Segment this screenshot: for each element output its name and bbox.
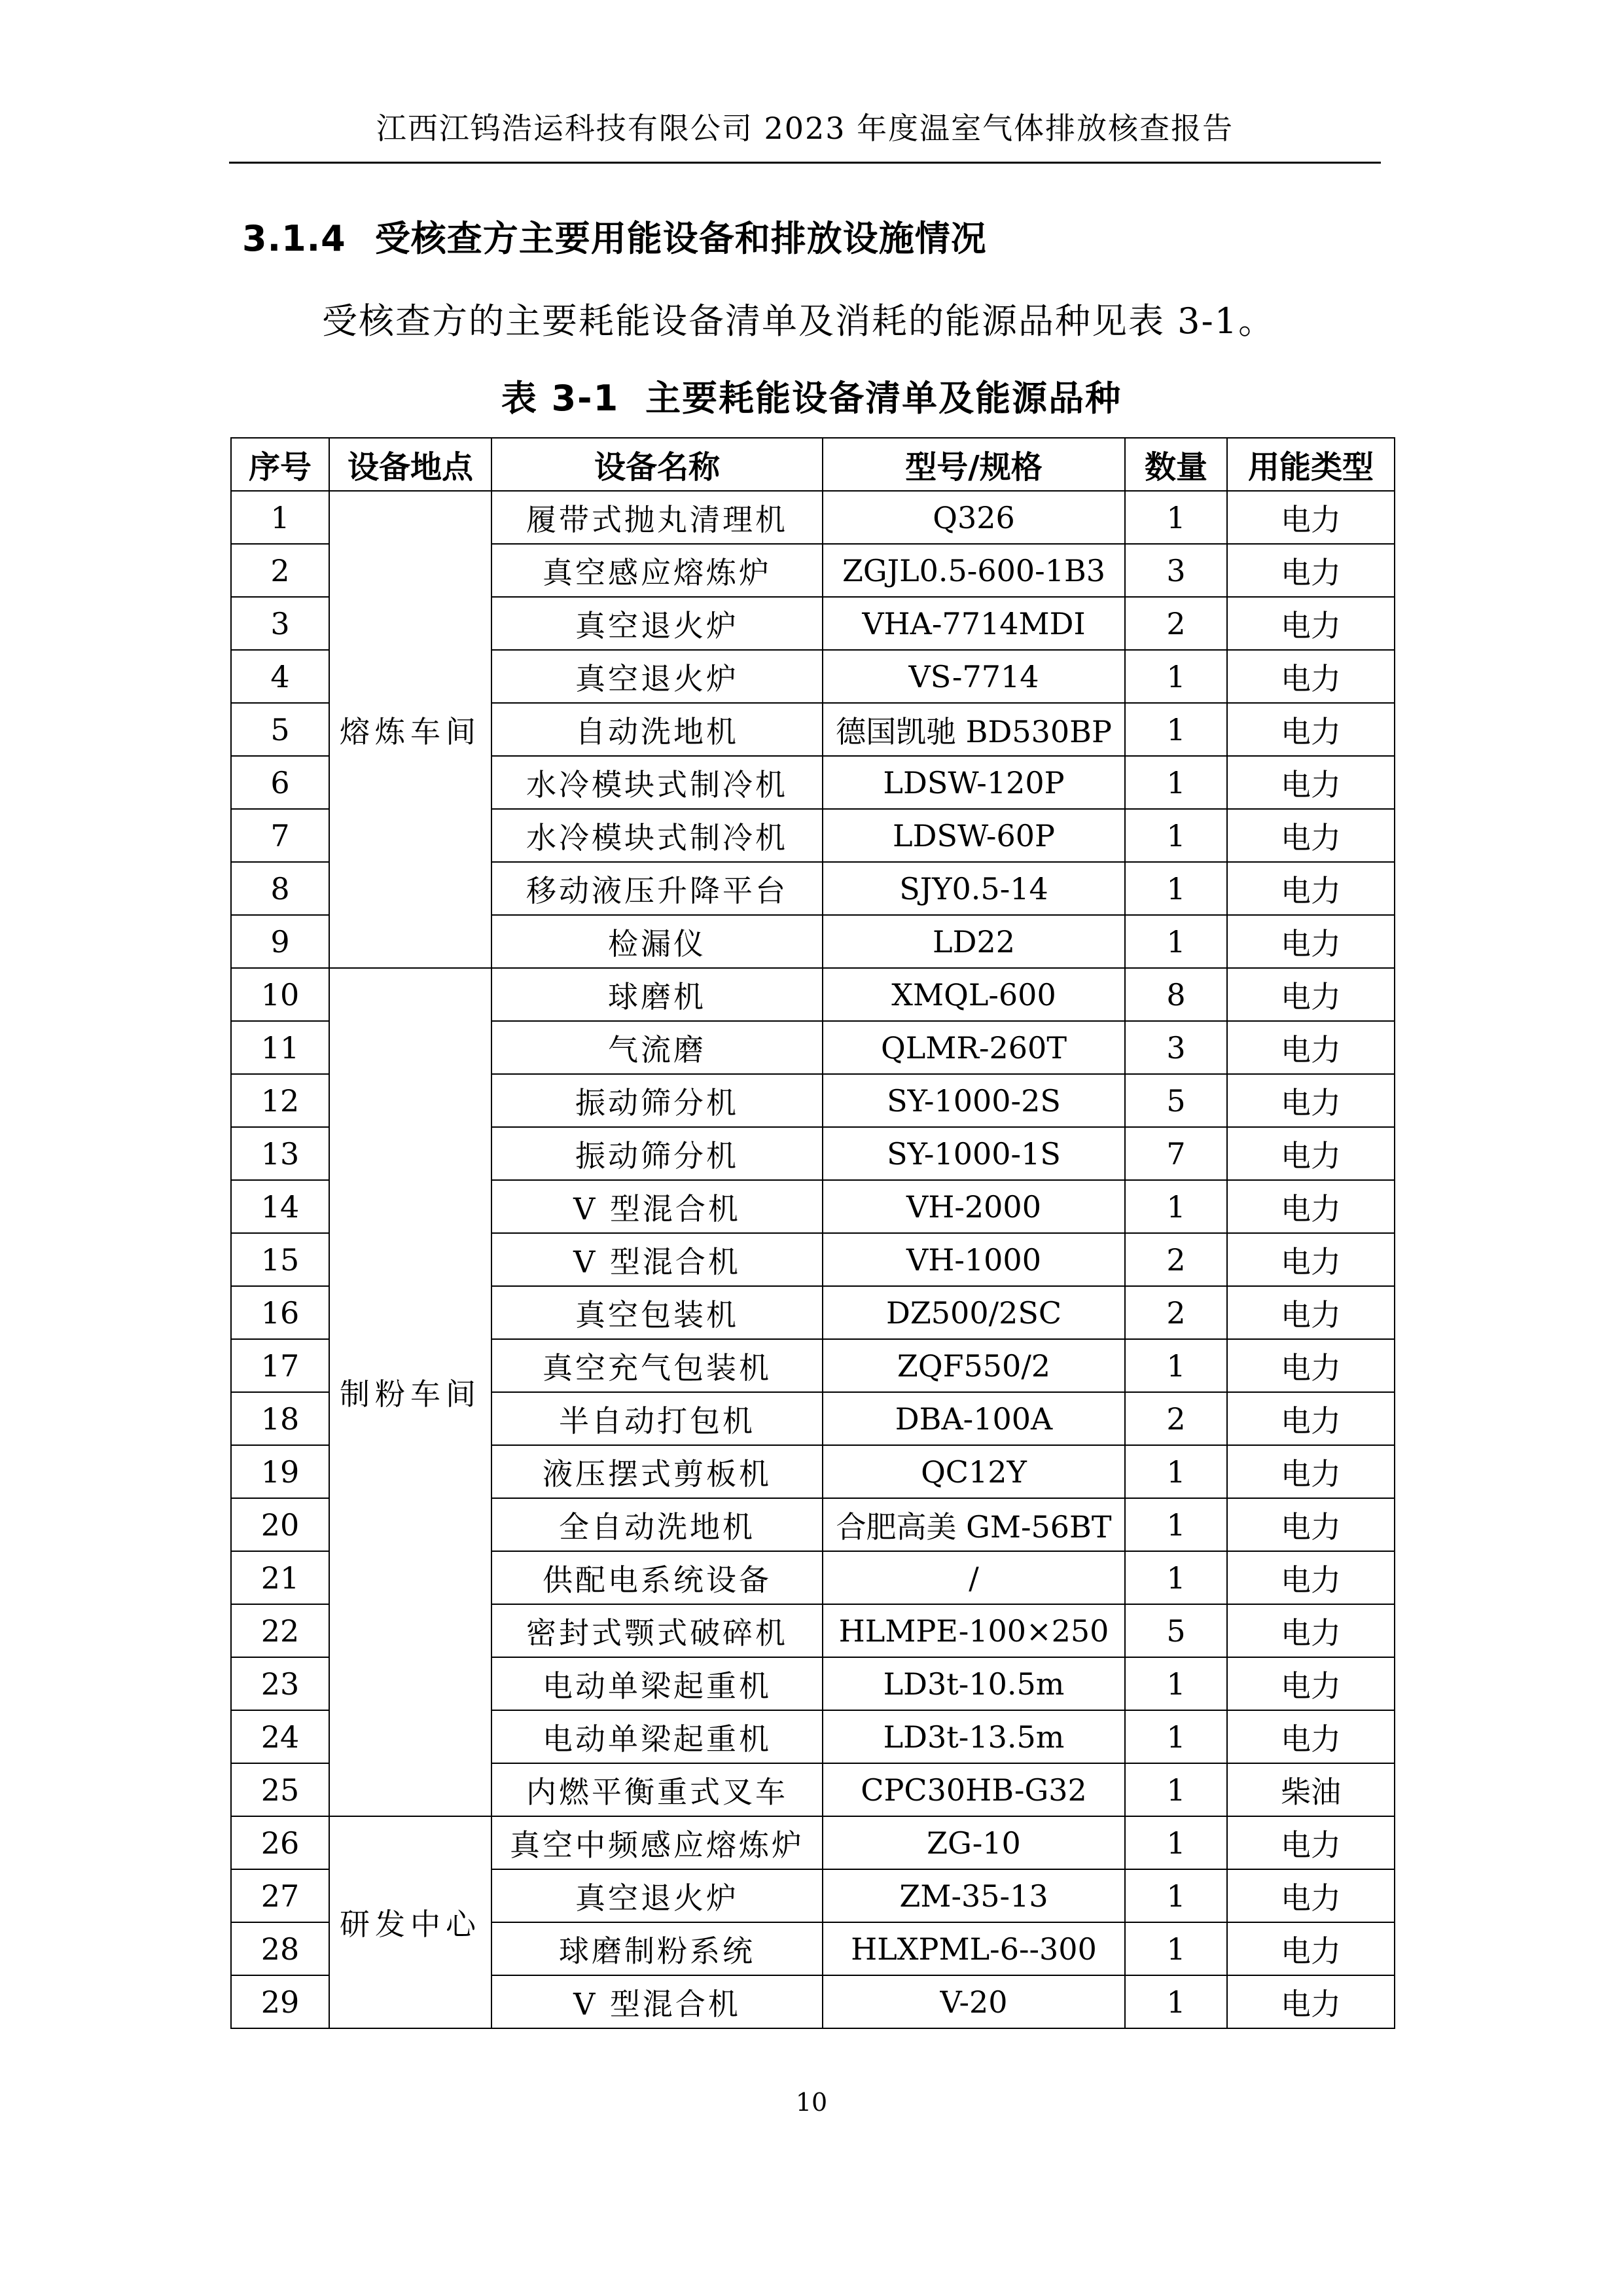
row-index-cell: 6 — [231, 756, 329, 809]
header-cell-quantity: 数量 — [1125, 438, 1227, 491]
model-spec-cell: DZ500/2SC — [823, 1286, 1125, 1339]
equipment-name-cell: 振动筛分机 — [491, 1074, 823, 1127]
section-title: 受核查方主要用能设备和排放设施情况 — [374, 218, 987, 259]
quantity-cell: 2 — [1125, 1392, 1227, 1445]
equipment-name-cell: 供配电系统设备 — [491, 1551, 823, 1604]
row-index-cell: 7 — [231, 809, 329, 862]
model-spec-cell: ZQF550/2 — [823, 1339, 1125, 1392]
energy-type-cell: 电力 — [1227, 1551, 1395, 1604]
equipment-name-cell: 真空包装机 — [491, 1286, 823, 1339]
model-spec-cell: ZGJL0.5-600-1B3 — [823, 544, 1125, 597]
row-index-cell: 17 — [231, 1339, 329, 1392]
model-spec-cell: / — [823, 1551, 1125, 1604]
energy-type-cell: 电力 — [1227, 1445, 1395, 1498]
section-number: 3.1.4 — [242, 218, 346, 259]
row-index-cell: 26 — [231, 1816, 329, 1869]
energy-type-cell: 电力 — [1227, 1710, 1395, 1763]
energy-type-cell: 电力 — [1227, 1021, 1395, 1074]
model-spec-cell: LD3t-13.5m — [823, 1710, 1125, 1763]
row-index-cell: 28 — [231, 1922, 329, 1975]
row-index-cell: 9 — [231, 915, 329, 968]
energy-type-cell: 电力 — [1227, 1127, 1395, 1180]
equipment-name-cell: 气流磨 — [491, 1021, 823, 1074]
model-spec-cell: SJY0.5-14 — [823, 862, 1125, 915]
energy-type-cell: 电力 — [1227, 491, 1395, 544]
table-caption-number: 表 3-1 — [501, 378, 620, 419]
quantity-cell: 1 — [1125, 1498, 1227, 1551]
energy-type-cell: 电力 — [1227, 1657, 1395, 1710]
energy-type-cell: 电力 — [1227, 756, 1395, 809]
row-index-cell: 19 — [231, 1445, 329, 1498]
equipment-name-cell: 全自动洗地机 — [491, 1498, 823, 1551]
quantity-cell: 5 — [1125, 1074, 1227, 1127]
report-header: 江西江钨浩运科技有限公司 2023 年度温室气体排放核查报告 — [376, 111, 1234, 146]
energy-type-cell: 电力 — [1227, 1975, 1395, 2028]
energy-type-cell: 电力 — [1227, 1392, 1395, 1445]
quantity-cell: 1 — [1125, 491, 1227, 544]
equipment-name-cell: 电动单梁起重机 — [491, 1657, 823, 1710]
quantity-cell: 7 — [1125, 1127, 1227, 1180]
energy-type-cell: 电力 — [1227, 544, 1395, 597]
table-caption — [0, 370, 1623, 421]
equipment-name-cell: 自动洗地机 — [491, 703, 823, 756]
location-cell: 制粉车间 — [329, 968, 491, 1816]
quantity-cell: 2 — [1125, 1286, 1227, 1339]
location-cell: 熔炼车间 — [329, 491, 491, 968]
energy-type-cell: 电力 — [1227, 1180, 1395, 1233]
quantity-cell: 1 — [1125, 1180, 1227, 1233]
row-index-cell: 8 — [231, 862, 329, 915]
header-cell-location: 设备地点 — [329, 438, 491, 491]
quantity-cell: 3 — [1125, 1021, 1227, 1074]
energy-type-cell: 电力 — [1227, 1233, 1395, 1286]
row-index-cell: 5 — [231, 703, 329, 756]
model-spec-cell: SY-1000-2S — [823, 1074, 1125, 1127]
model-spec-cell: LD3t-10.5m — [823, 1657, 1125, 1710]
quantity-cell: 2 — [1125, 597, 1227, 650]
row-index-cell: 25 — [231, 1763, 329, 1816]
row-index-cell: 18 — [231, 1392, 329, 1445]
model-spec-cell: V-20 — [823, 1975, 1125, 2028]
equipment-name-cell: 电动单梁起重机 — [491, 1710, 823, 1763]
table-body — [231, 491, 1395, 2028]
equipment-name-cell: 内燃平衡重式叉车 — [491, 1763, 823, 1816]
row-index-cell: 16 — [231, 1286, 329, 1339]
model-spec-cell: 合肥高美 GM-56BT — [823, 1498, 1125, 1551]
row-index-cell: 29 — [231, 1975, 329, 2028]
row-index-cell: 3 — [231, 597, 329, 650]
table-row — [231, 1816, 1395, 1869]
row-index-cell: 4 — [231, 650, 329, 703]
row-index-cell: 15 — [231, 1233, 329, 1286]
model-spec-cell: 德国凯驰 BD530BP — [823, 703, 1125, 756]
model-spec-cell: QC12Y — [823, 1445, 1125, 1498]
row-index-cell: 27 — [231, 1869, 329, 1922]
equipment-name-cell: 检漏仪 — [491, 915, 823, 968]
energy-type-cell: 电力 — [1227, 1604, 1395, 1657]
quantity-cell: 8 — [1125, 968, 1227, 1021]
quantity-cell: 1 — [1125, 1975, 1227, 2028]
model-spec-cell: VHA-7714MDI — [823, 597, 1125, 650]
energy-type-cell: 电力 — [1227, 915, 1395, 968]
energy-type-cell: 电力 — [1227, 968, 1395, 1021]
equipment-name-cell: 半自动打包机 — [491, 1392, 823, 1445]
equipment-name-cell: 真空退火炉 — [491, 597, 823, 650]
equipment-name-cell: 真空感应熔炼炉 — [491, 544, 823, 597]
energy-type-cell: 电力 — [1227, 1339, 1395, 1392]
equipment-name-cell: 移动液压升降平台 — [491, 862, 823, 915]
energy-type-cell: 电力 — [1227, 1869, 1395, 1922]
quantity-cell: 1 — [1125, 756, 1227, 809]
quantity-cell: 1 — [1125, 809, 1227, 862]
equipment-name-cell: V 型混合机 — [491, 1975, 823, 2028]
energy-type-cell: 电力 — [1227, 1922, 1395, 1975]
page-number: 10 — [795, 2088, 828, 2117]
table-row — [231, 491, 1395, 544]
energy-type-cell: 电力 — [1227, 1816, 1395, 1869]
quantity-cell: 1 — [1125, 1816, 1227, 1869]
energy-type-cell: 电力 — [1227, 1074, 1395, 1127]
quantity-cell: 2 — [1125, 1233, 1227, 1286]
quantity-cell: 1 — [1125, 703, 1227, 756]
equipment-name-cell: 真空中频感应熔炼炉 — [491, 1816, 823, 1869]
equipment-name-cell: V 型混合机 — [491, 1233, 823, 1286]
model-spec-cell: ZG-10 — [823, 1816, 1125, 1869]
header-cell-index: 序号 — [231, 438, 329, 491]
energy-type-cell: 电力 — [1227, 809, 1395, 862]
model-spec-cell: DBA-100A — [823, 1392, 1125, 1445]
model-spec-cell: HLXPML-6--300 — [823, 1922, 1125, 1975]
energy-type-cell: 电力 — [1227, 1498, 1395, 1551]
row-index-cell: 10 — [231, 968, 329, 1021]
model-spec-cell: LDSW-120P — [823, 756, 1125, 809]
quantity-cell: 1 — [1125, 1869, 1227, 1922]
model-spec-cell: SY-1000-1S — [823, 1127, 1125, 1180]
row-index-cell: 12 — [231, 1074, 329, 1127]
model-spec-cell: CPC30HB-G32 — [823, 1763, 1125, 1816]
quantity-cell: 1 — [1125, 862, 1227, 915]
equipment-name-cell: 振动筛分机 — [491, 1127, 823, 1180]
energy-type-cell: 柴油 — [1227, 1763, 1395, 1816]
row-index-cell: 23 — [231, 1657, 329, 1710]
quantity-cell: 5 — [1125, 1604, 1227, 1657]
model-spec-cell: LDSW-60P — [823, 809, 1125, 862]
quantity-cell: 1 — [1125, 1445, 1227, 1498]
model-spec-cell: QLMR-260T — [823, 1021, 1125, 1074]
section-heading — [242, 211, 987, 261]
header-cell-energy-type: 用能类型 — [1227, 438, 1395, 491]
row-index-cell: 13 — [231, 1127, 329, 1180]
equipment-name-cell: 密封式颚式破碎机 — [491, 1604, 823, 1657]
model-spec-cell: VH-1000 — [823, 1233, 1125, 1286]
equipment-name-cell: 真空退火炉 — [491, 1869, 823, 1922]
model-spec-cell: Q326 — [823, 491, 1125, 544]
model-spec-cell: VH-2000 — [823, 1180, 1125, 1233]
quantity-cell: 1 — [1125, 915, 1227, 968]
header-cell-equipment-name: 设备名称 — [491, 438, 823, 491]
model-spec-cell: LD22 — [823, 915, 1125, 968]
model-spec-cell: HLMPE-100×250 — [823, 1604, 1125, 1657]
row-index-cell: 2 — [231, 544, 329, 597]
row-index-cell: 24 — [231, 1710, 329, 1763]
equipment-name-cell: 球磨机 — [491, 968, 823, 1021]
quantity-cell: 1 — [1125, 1657, 1227, 1710]
table-row — [231, 968, 1395, 1021]
row-index-cell: 22 — [231, 1604, 329, 1657]
quantity-cell: 1 — [1125, 1551, 1227, 1604]
energy-type-cell: 电力 — [1227, 862, 1395, 915]
model-spec-cell: XMQL-600 — [823, 968, 1125, 1021]
quantity-cell: 1 — [1125, 1922, 1227, 1975]
quantity-cell: 3 — [1125, 544, 1227, 597]
equipment-name-cell: 球磨制粉系统 — [491, 1922, 823, 1975]
equipment-table — [230, 437, 1395, 2029]
energy-type-cell: 电力 — [1227, 597, 1395, 650]
table-header-row — [231, 438, 1395, 491]
equipment-name-cell: 液压摆式剪板机 — [491, 1445, 823, 1498]
equipment-name-cell: 水冷模块式制冷机 — [491, 756, 823, 809]
model-spec-cell: VS-7714 — [823, 650, 1125, 703]
quantity-cell: 1 — [1125, 650, 1227, 703]
table-caption-title: 主要耗能设备清单及能源品种 — [645, 378, 1122, 419]
equipment-name-cell: 真空退火炉 — [491, 650, 823, 703]
row-index-cell: 11 — [231, 1021, 329, 1074]
equipment-name-cell: 履带式抛丸清理机 — [491, 491, 823, 544]
equipment-name-cell: V 型混合机 — [491, 1180, 823, 1233]
equipment-name-cell: 真空充气包装机 — [491, 1339, 823, 1392]
quantity-cell: 1 — [1125, 1763, 1227, 1816]
header-divider — [229, 162, 1381, 164]
row-index-cell: 14 — [231, 1180, 329, 1233]
quantity-cell: 1 — [1125, 1339, 1227, 1392]
model-spec-cell: ZM-35-13 — [823, 1869, 1125, 1922]
row-index-cell: 21 — [231, 1551, 329, 1604]
header-cell-model: 型号/规格 — [823, 438, 1125, 491]
energy-type-cell: 电力 — [1227, 1286, 1395, 1339]
row-index-cell: 1 — [231, 491, 329, 544]
quantity-cell: 1 — [1125, 1710, 1227, 1763]
equipment-name-cell: 水冷模块式制冷机 — [491, 809, 823, 862]
row-index-cell: 20 — [231, 1498, 329, 1551]
energy-type-cell: 电力 — [1227, 703, 1395, 756]
energy-type-cell: 电力 — [1227, 650, 1395, 703]
intro-paragraph: 受核查方的主要耗能设备清单及消耗的能源品种见表 3-1。 — [322, 300, 1275, 342]
location-cell: 研发中心 — [329, 1816, 491, 2028]
